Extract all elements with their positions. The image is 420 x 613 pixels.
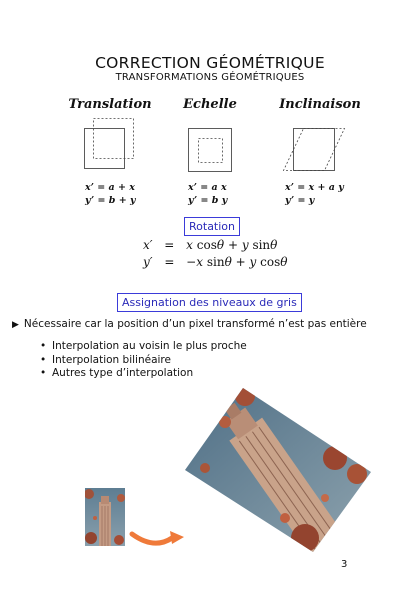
rotation-theta-1: θ bbox=[216, 238, 225, 252]
rotation-cos-2: cos bbox=[260, 255, 281, 269]
inclinaison-heading: Inclinaison bbox=[279, 97, 361, 112]
rotation-theta-4: θ bbox=[280, 255, 288, 269]
rotated-tower-photo bbox=[185, 388, 371, 552]
interpolation-list bbox=[52, 340, 247, 381]
rotation-sin-2: sin bbox=[206, 255, 225, 269]
translation-eq-x: x’ = a + x bbox=[85, 182, 135, 193]
assignation-label: Assignation des niveaux de gris bbox=[117, 293, 302, 312]
rotation-cos-1: cos bbox=[196, 238, 217, 252]
rotation-theta-2: θ bbox=[270, 238, 278, 252]
rotation-x-term: x bbox=[186, 238, 193, 252]
rotation-sin-1: sin bbox=[252, 238, 271, 252]
rotation-plus-1: + bbox=[227, 238, 238, 252]
original-tower-photo bbox=[85, 488, 125, 546]
echelle-eq-y: y’ = b y bbox=[188, 195, 228, 206]
rotation-equation-x bbox=[143, 238, 277, 252]
rotation-equation-y bbox=[143, 255, 287, 269]
translation-diagram bbox=[80, 114, 140, 174]
curved-arrow-icon bbox=[128, 528, 186, 548]
translation-formula bbox=[85, 181, 136, 207]
echelle-heading: Echelle bbox=[183, 97, 237, 112]
list-item: • Interpolation bilinéaire bbox=[52, 354, 247, 368]
page-title: CORRECTION GÉOMÉTRIQUE bbox=[95, 54, 325, 72]
inclinaison-eq-y: y’ = y bbox=[285, 195, 315, 206]
translation-eq-y: y’ = b + y bbox=[85, 195, 136, 206]
translation-heading: Translation bbox=[68, 97, 152, 112]
list-item: • Interpolation au voisin le plus proche bbox=[52, 340, 247, 354]
rotation-negx-term: −x bbox=[186, 255, 203, 269]
assignation-bullet bbox=[12, 318, 367, 330]
rotation-plus-2: + bbox=[235, 255, 246, 269]
echelle-formula bbox=[188, 181, 227, 207]
rotation-lhs-x: x′ bbox=[143, 238, 153, 252]
inclinaison-eq-x: x’ = x + a y bbox=[285, 182, 344, 193]
rotation-label: Rotation bbox=[184, 217, 240, 236]
rotation-theta-3: θ bbox=[224, 255, 232, 269]
list-item: • Autres type d’interpolation bbox=[52, 367, 247, 381]
echelle-diagram bbox=[186, 126, 236, 176]
page-subtitle: TRANSFORMATIONS GÉOMÉTRIQUES bbox=[115, 72, 305, 83]
rotation-eq-sign-2: = bbox=[164, 255, 175, 269]
rotation-lhs-y: y′ bbox=[143, 255, 153, 269]
echelle-eq-x: x’ = a x bbox=[188, 182, 227, 193]
assignation-bullet-text: Nécessaire car la position d’un pixel transformé n’est pas entière bbox=[23, 318, 367, 330]
inclinaison-formula bbox=[285, 181, 344, 207]
inclinaison-diagram bbox=[283, 126, 347, 176]
rotation-eq-sign-1: = bbox=[164, 238, 175, 252]
rotation-y-term-1: y bbox=[241, 238, 249, 252]
rotation-y-term-2: y bbox=[249, 255, 257, 269]
page-number: 3 bbox=[341, 559, 348, 570]
bullet-triangle-icon: ▶ bbox=[12, 320, 19, 330]
